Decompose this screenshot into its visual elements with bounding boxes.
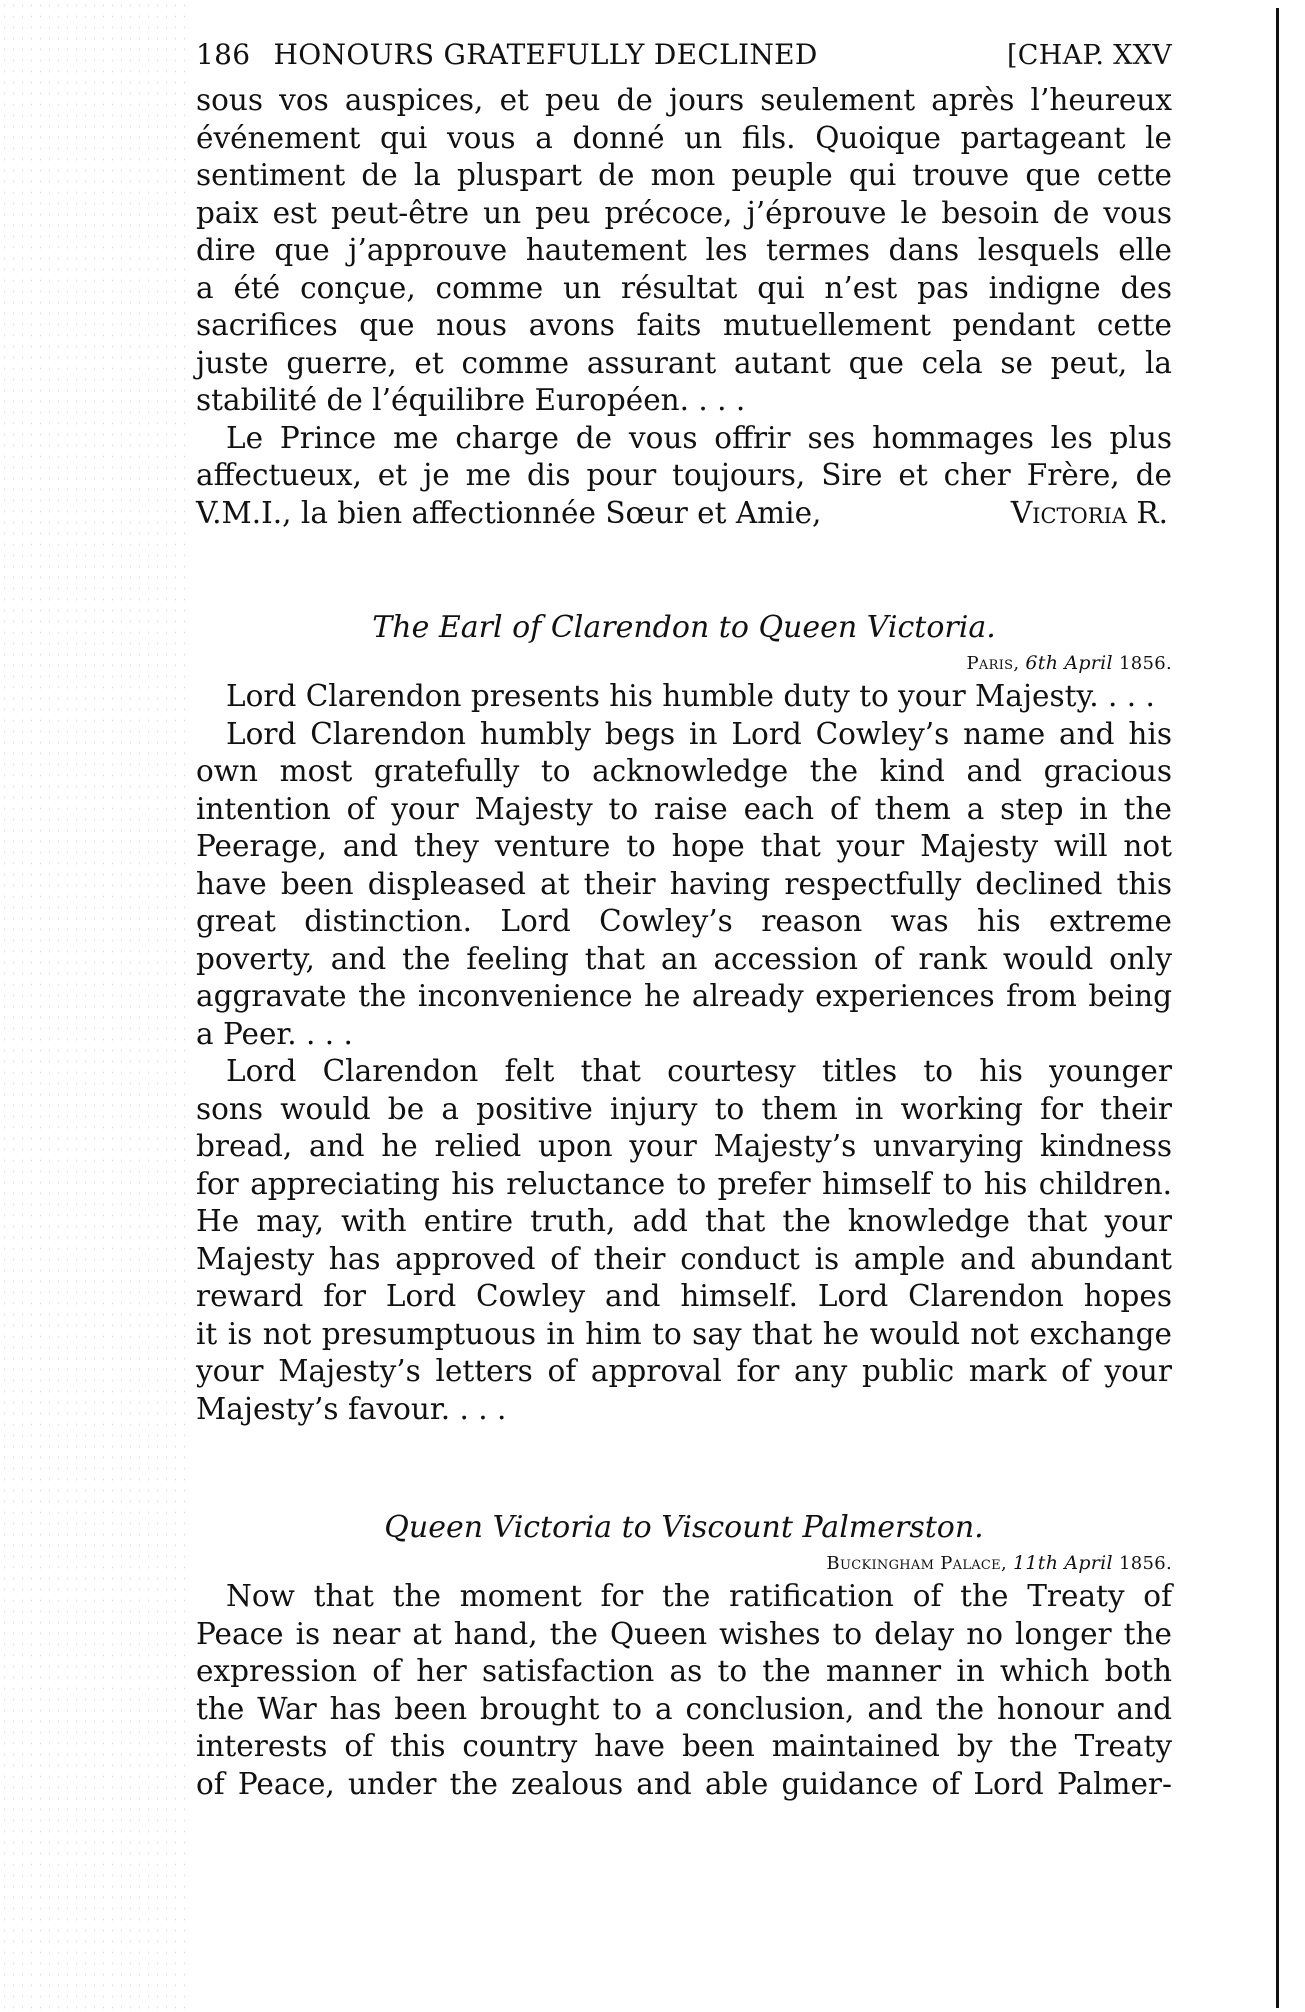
closing-line (196, 495, 1172, 533)
text-line: Le Prince me charge de vous offrir ses hommages les plus (226, 420, 1172, 455)
dateline-month: April (1064, 652, 1113, 674)
text-line: He may, with entire truth, add that the knowledge that your (196, 1204, 1172, 1238)
dateline-day: 6th (1025, 652, 1059, 674)
text-line: sons would be a positive injury to them in working for their (196, 1091, 1172, 1126)
dateline-place: Paris, (966, 653, 1020, 674)
page-edge-rule (1276, 8, 1279, 2008)
text-line: a été conçue, comme un résultat qui n’est pas indigne des (196, 270, 1172, 305)
text-line: Lord Clarendon presents his humble duty to your Majesty. . . . (226, 679, 1155, 713)
dateline (196, 648, 1172, 678)
text-line: sentiment de la pluspart de mon peuple qui trouve que cette (196, 158, 1172, 192)
text-line: the War has been brought to a conclusion, and the honour and (196, 1691, 1172, 1726)
text-line: Lord Clarendon felt that courtesy titles to his younger (226, 1054, 1172, 1088)
text-line: Lord Clarendon humbly begs in Lord Cowley’s name and his (226, 716, 1172, 751)
dateline (196, 1548, 1172, 1578)
text-line: own most gratefully to acknowledge the kind and gracious (196, 754, 1172, 788)
dateline-year: 1856. (1118, 1553, 1172, 1574)
text-line: a Peer. . . . (196, 1016, 353, 1051)
letter-heading: Queen Victoria to Viscount Palmerston. (384, 1510, 984, 1545)
text-line: Peace is near at hand, the Queen wishes to delay no longer the (196, 1616, 1172, 1651)
letter3 (196, 1508, 1172, 1803)
text-line: juste guerre, et comme assurant autant que cela se peut, la (196, 345, 1172, 380)
text-line: sous vos auspices, et peu de jours seulement après l’heureux (196, 83, 1172, 117)
chapter-label: [CHAP. XXV (1006, 40, 1172, 71)
letter-heading: The Earl of Clarendon to Queen Victoria. (372, 610, 996, 645)
text-line: aggravate the inconvenience he already experiences from being (196, 979, 1172, 1013)
text-line: Now that the moment for the ratification of the Treaty of (226, 1579, 1172, 1613)
text-line: dire que j’approuve hautement les termes dans lesquels elle (196, 233, 1172, 267)
text-line: Peerage, and they venture to hope that your Majesty will not (196, 829, 1172, 863)
text-line: stabilité de l’équilibre Européen. . . . (196, 383, 746, 417)
text-line: great distinction. Lord Cowley’s reason was his extreme (196, 904, 1172, 938)
text-line: événement qui vous a donné un fils. Quoique partageant le (196, 120, 1172, 155)
closing-text: V.M.I., la bien affectionnée Sœur et Amie, (196, 495, 822, 530)
letter1-continuation (196, 82, 1172, 532)
text-line: paix est peut-être un peu précoce, j’éprouve le besoin de vous (196, 195, 1172, 230)
dateline-place: Buckingham Palace, (826, 1553, 1007, 1574)
text-line: expression of her satisfaction as to the manner in which both (196, 1654, 1172, 1688)
text-line: poverty, and the feeling that an accession of rank would only (196, 941, 1172, 976)
running-title: HONOURS GRATEFULLY DECLINED (273, 38, 818, 71)
text-line: intention of your Majesty to raise each of them a step in the (196, 791, 1172, 826)
text-line: sacrifices que nous avons faits mutuellement pendant cette (196, 308, 1172, 342)
dateline-year: 1856. (1118, 653, 1172, 674)
text-line: affectueux, et je me dis pour toujours, Sire et cher Frère, de (196, 458, 1172, 492)
text-line: it is not presumptuous in him to say that he would not exchange (196, 1316, 1172, 1351)
letter2 (196, 608, 1172, 1428)
page-number: 186 (196, 38, 251, 71)
text-line: reward for Lord Cowley and himself. Lord Clarendon hopes (196, 1279, 1172, 1313)
text-line: of Peace, under the zealous and able guidance of Lord Palmer- (196, 1766, 1172, 1801)
text-line: Majesty’s favour. . . . (196, 1391, 507, 1426)
text-line: bread, and he relied upon your Majesty’s unvarying kindness (196, 1129, 1172, 1163)
scan-noise (0, 0, 190, 2012)
text-line: for appreciating his reluctance to prefer himself to his children. (196, 1166, 1172, 1201)
text-line: interests of this country have been maintained by the Treaty (196, 1729, 1172, 1763)
dateline-day: 11th (1013, 1552, 1059, 1574)
text-line: have been displeased at their having respectfully declined this (196, 866, 1172, 901)
dateline-month: April (1064, 1552, 1113, 1574)
signature: Victoria R. (1010, 495, 1168, 530)
text-line: your Majesty’s letters of approval for any public mark of your (196, 1354, 1172, 1388)
running-head (196, 38, 1172, 71)
text-line: Majesty has approved of their conduct is ample and abundant (196, 1241, 1172, 1276)
